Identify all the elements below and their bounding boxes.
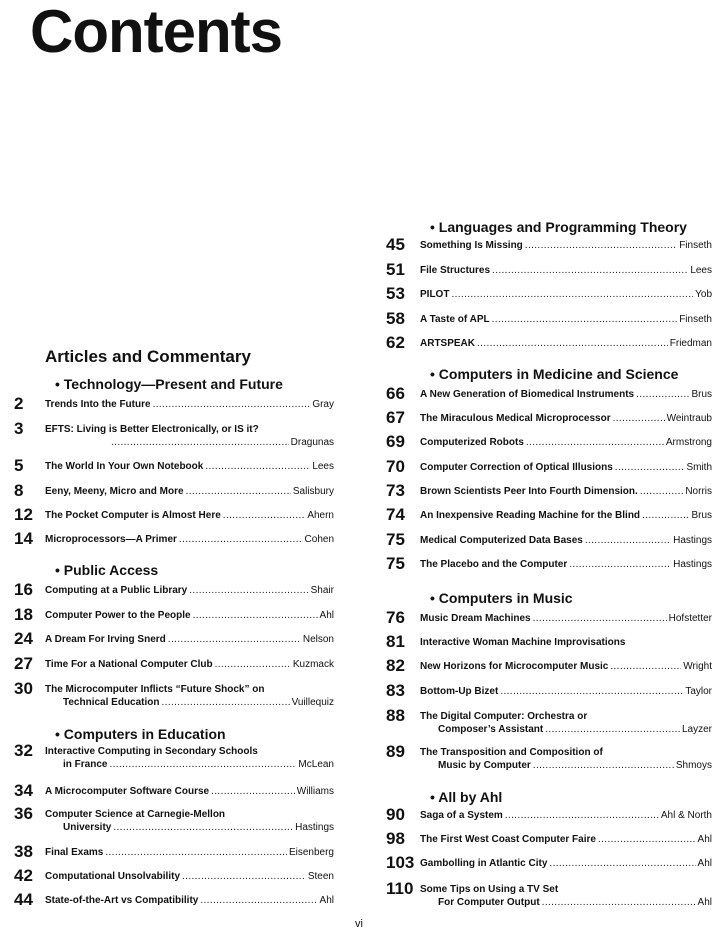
page-number-label: 18 [14,605,33,624]
dot-leader [505,809,659,823]
dot-leader [500,685,683,699]
entry-line [63,821,334,835]
entry-title: Interactive Computing in Secondary Schools [45,746,258,757]
toc-entry[interactable] [14,606,334,624]
entry-author: Shair [310,585,334,596]
toc-entry[interactable] [14,805,334,837]
entry-title: The Digital Computer: Orchestra or [420,711,588,722]
entry-title: File Structures [420,265,491,276]
entry-author: Weintraub [666,413,712,424]
entry-line [45,584,334,598]
entry-line [420,612,712,626]
toc-entry[interactable] [386,385,712,403]
entry-line [45,509,334,523]
toc-entry[interactable] [386,236,712,254]
entry-line [45,745,334,759]
page-number-label: 58 [386,309,405,328]
page-number-label: 5 [14,456,24,475]
toc-entry[interactable] [14,506,334,524]
page-number-label: 51 [386,260,405,279]
page-number-label: 8 [14,481,24,500]
entry-title: Trends Into the Future [45,399,151,410]
dot-leader [223,509,306,523]
dot-leader [162,696,290,710]
toc-entry[interactable] [386,743,712,775]
entry-line [420,313,712,327]
page-number-label: 70 [386,457,405,476]
page-number-label: 75 [386,554,405,573]
entry-author: Hastings [673,559,712,570]
dot-leader [451,288,693,302]
entry-line [45,485,334,499]
dot-leader [610,660,681,674]
dot-leader [111,436,289,450]
toc-entry[interactable] [14,867,334,885]
page-number-label: 62 [386,333,405,352]
entry-title: Computer Power to the People [45,610,191,621]
toc-entry[interactable] [386,707,712,739]
entry-author: Lees [690,265,712,276]
entry-line [420,509,712,523]
page-number-label: 67 [386,408,405,427]
entry-title: The First West Coast Computer Faire [420,834,596,845]
entry-title: Computing at a Public Library [45,585,188,596]
entry-line [45,846,334,860]
entry-line [420,857,712,871]
entry-title: An Inexpensive Reading Machine for the Blind [420,510,641,521]
dot-leader [492,264,688,278]
entry-line [63,696,334,710]
entry-line [45,460,334,474]
entry-author: Ahern [307,510,334,521]
entry-title: A Microcomputer Software Course [45,786,210,797]
entry-line [45,533,334,547]
dot-leader [200,894,317,908]
toc-entry[interactable] [386,555,712,573]
entry-author: Brus [691,510,712,521]
toc-entry[interactable] [386,409,712,427]
page-number-label: 14 [14,529,33,548]
toc-entry[interactable] [14,482,334,500]
entry-title-continued: in France [63,759,108,770]
entry-line [420,239,712,253]
toc-entry[interactable] [386,806,712,824]
dot-leader [153,398,311,412]
entry-author: Wright [683,661,712,672]
entry-line [420,264,712,278]
section-heading: • Technology—Present and Future [55,376,283,392]
toc-entry[interactable] [14,680,334,712]
entry-title-continued: For Computer Output [438,897,540,908]
page-number-label: 16 [14,580,33,599]
toc-entry[interactable] [386,830,712,848]
entry-line [420,337,712,351]
entry-title: New Horizons for Microcomputer Music [420,661,609,672]
entry-author: Vuillequiz [291,697,334,708]
page-number-label: 90 [386,805,405,824]
page-number-label: 53 [386,284,405,303]
entry-line [420,461,712,475]
dot-leader [642,509,689,523]
entry-author: Ahl [697,858,712,869]
toc-entry[interactable] [386,609,712,627]
entry-line [109,436,334,450]
entry-author: Layzer [681,724,712,735]
toc-entry[interactable] [386,482,712,500]
entry-title: State-of-the-Art vs Compatibility [45,895,199,906]
entry-title: Interactive Woman Machine Improvisations [420,637,626,648]
entry-title: The Transposition and Composition of [420,747,603,758]
entry-line [420,558,712,572]
toc-entry[interactable] [14,843,334,861]
page-number-label: 82 [386,656,405,675]
entry-title: Bottom-Up Bizet [420,686,499,697]
column-heading: Articles and Commentary [45,347,251,366]
entry-title: Final Exams [45,847,104,858]
entry-title: A Dream For Irving Snerd [45,634,166,645]
page-number-label: 66 [386,384,405,403]
dot-leader [615,461,685,475]
dot-leader [533,759,674,773]
dot-leader [182,870,306,884]
entry-title: PILOT [420,289,450,300]
entry-line [45,894,334,908]
entry-title: Eeny, Meeny, Micro and More [45,486,184,497]
section-heading: • Computers in Music [430,590,573,606]
entry-line [420,485,712,499]
dot-leader [211,785,295,799]
page-number-label: 34 [14,781,33,800]
entry-line [420,436,712,450]
toc-entry[interactable] [14,742,334,774]
entry-title: Computer Correction of Optical Illusions [420,462,613,473]
entry-author: Shmoys [675,760,712,771]
dot-leader [205,460,310,474]
entry-author: Hofstetter [668,613,712,624]
entry-title: The Miraculous Medical Microprocessor [420,413,611,424]
toc-entry[interactable] [14,420,334,452]
dot-leader [526,436,664,450]
entry-line [45,870,334,884]
dot-leader [640,485,684,499]
page-number-label: 2 [14,394,24,413]
entry-author: Gray [312,399,334,410]
toc-entry[interactable] [386,506,712,524]
page-number-label: 98 [386,829,405,848]
dot-leader [598,833,696,847]
entry-title: Time For a National Computer Club [45,659,213,670]
entry-title: Microprocessors—A Primer [45,534,177,545]
entry-line [438,723,712,737]
entry-author: Finseth [679,314,712,325]
entry-author: Kuzmack [292,659,334,670]
toc-entry[interactable] [386,458,712,476]
toc-entry[interactable] [386,682,712,700]
entry-title: A New Generation of Biomedical Instruments [420,389,635,400]
entry-author: Cohen [304,534,334,545]
toc-entry[interactable] [386,657,712,675]
entry-line [63,758,334,772]
dot-leader [193,609,318,623]
toc-entry[interactable] [14,891,334,909]
dot-leader [186,485,291,499]
entry-author: Steen [307,871,334,882]
toc-entry[interactable] [386,633,712,651]
entry-line [420,685,712,699]
dot-leader [109,758,296,772]
entry-line [45,785,334,799]
dot-leader [113,821,293,835]
entry-author: Hastings [295,822,334,833]
entry-line [45,683,334,697]
entry-author: Dragunas [290,437,334,448]
entry-author: Nelson [302,634,334,645]
dot-leader [636,388,689,402]
page-number-label: 81 [386,632,405,651]
entry-line [45,609,334,623]
entry-author: Ahl [697,897,712,908]
entry-title: Saga of a System [420,810,503,821]
entry-author: Ahl [319,610,334,621]
section-heading: • All by Ahl [430,789,503,805]
entry-author: Finseth [679,240,712,251]
entry-author: Salisbury [292,486,334,497]
entry-title: Computerized Robots [420,437,524,448]
entry-line [420,388,712,402]
entry-author: Eisenberg [288,847,334,858]
entry-author: Norris [685,486,712,497]
entry-title: Computational Unsolvability [45,871,181,882]
entry-line [45,808,334,822]
entry-title: ARTSPEAK [420,338,476,349]
page-number-label: 88 [386,706,405,725]
toc-entry[interactable] [14,530,334,548]
entry-line [420,412,712,426]
dot-leader [215,658,291,672]
entry-line [45,398,334,412]
entry-title: Something Is Missing [420,240,523,251]
entry-title-continued: Music by Computer [438,760,531,771]
entry-author: Williams [296,786,334,797]
dot-leader [179,533,303,547]
page-number-label: 32 [14,741,33,760]
dot-leader [492,313,678,327]
entry-title: The Microcomputer Inflicts “Future Shock” on [45,684,265,695]
toc-entry[interactable] [14,581,334,599]
entry-author: Taylor [685,686,712,697]
section-heading: • Computers in Medicine and Science [430,366,679,382]
toc-entry[interactable] [386,310,712,328]
dot-leader [585,534,671,548]
entry-author: Friedman [669,338,712,349]
entry-author: Lees [312,461,334,472]
dot-leader [533,612,667,626]
dot-leader [477,337,668,351]
entry-title: Medical Computerized Data Bases [420,535,583,546]
dot-leader [569,558,671,572]
entry-line [438,759,712,773]
entry-title-continued: University [63,822,112,833]
section-heading: • Computers in Education [55,726,226,742]
toc-entry[interactable] [386,261,712,279]
page-number-label: 110 [386,879,414,898]
page-number-label: 27 [14,654,33,673]
page-number-label: 75 [386,530,405,549]
entry-line [420,660,712,674]
page-number-label: 45 [386,235,405,254]
entry-line [45,423,334,437]
entry-title: Computer Science at Carnegie-Mellon [45,809,226,820]
dot-leader [525,239,677,253]
page-number-label: 103 [386,853,415,872]
entry-author: Armstrong [665,437,712,448]
toc-entry[interactable] [14,655,334,673]
dot-leader [545,723,680,737]
page-number-label: 69 [386,432,405,451]
entry-line [420,809,712,823]
toc-entry[interactable] [386,334,712,352]
entry-line [45,658,334,672]
toc-entry[interactable] [386,531,712,549]
page-number: vi [355,918,363,930]
dot-leader [613,412,665,426]
entry-title: Music Dream Machines [420,613,531,624]
dot-leader [168,633,301,647]
entry-line [420,636,712,650]
entry-title: A Taste of APL [420,314,490,325]
entry-title: Gambolling in Atlantic City [420,858,548,869]
entry-title: Brown Scientists Peer Into Fourth Dimension. [420,486,638,497]
dot-leader [105,846,287,860]
entry-line [45,633,334,647]
entry-author: Ahl & North [660,810,712,821]
entry-line [420,833,712,847]
page-number-label: 74 [386,505,405,524]
section-heading: • Public Access [55,562,159,578]
toc-entry[interactable] [386,285,712,303]
dot-leader [549,857,695,871]
entry-line [420,710,712,724]
entry-author: Hastings [673,535,712,546]
entry-author: Ahl [697,834,712,845]
page-number-label: 83 [386,681,405,700]
toc-entry[interactable] [386,854,712,872]
dot-leader [189,584,308,598]
section-heading: • Languages and Programming Theory [430,219,687,235]
entry-title-continued: Composer’s Assistant [438,724,544,735]
page-number-label: 30 [14,679,33,698]
entry-title: The Pocket Computer is Almost Here [45,510,221,521]
page-number-label: 73 [386,481,405,500]
page-number-label: 89 [386,742,405,761]
entry-title: Some Tips on Using a TV Set [420,884,559,895]
toc-entry[interactable] [14,395,334,413]
entry-title: EFTS: Living is Better Electronically, or IS it? [45,424,259,435]
entry-title: The World In Your Own Notebook [45,461,204,472]
entry-line [438,896,712,910]
entry-author: Brus [691,389,712,400]
entry-title: The Placebo and the Computer [420,559,568,570]
page-number-label: 24 [14,629,33,648]
page-number-label: 44 [14,890,33,909]
page-number-label: 76 [386,608,405,627]
page-number-label: 42 [14,866,33,885]
entry-line [420,534,712,548]
toc-entry[interactable] [14,782,334,800]
entry-line [420,746,712,760]
entry-line [420,883,712,897]
entry-author: Ahl [319,895,334,906]
toc-entry[interactable] [386,433,712,451]
page-number-label: 12 [14,505,33,524]
entry-title-continued: Technical Education [63,697,160,708]
page-title: Contents [30,0,282,65]
page-number-label: 3 [14,419,24,438]
entry-line [420,288,712,302]
page-number-label: 36 [14,804,33,823]
entry-author: Yob [695,289,712,300]
toc-entry[interactable] [14,457,334,475]
dot-leader [542,896,696,910]
toc-entry[interactable] [386,880,712,912]
entry-author: McLean [298,759,334,770]
toc-entry[interactable] [14,630,334,648]
page-number-label: 38 [14,842,33,861]
entry-author: Smith [686,462,712,473]
